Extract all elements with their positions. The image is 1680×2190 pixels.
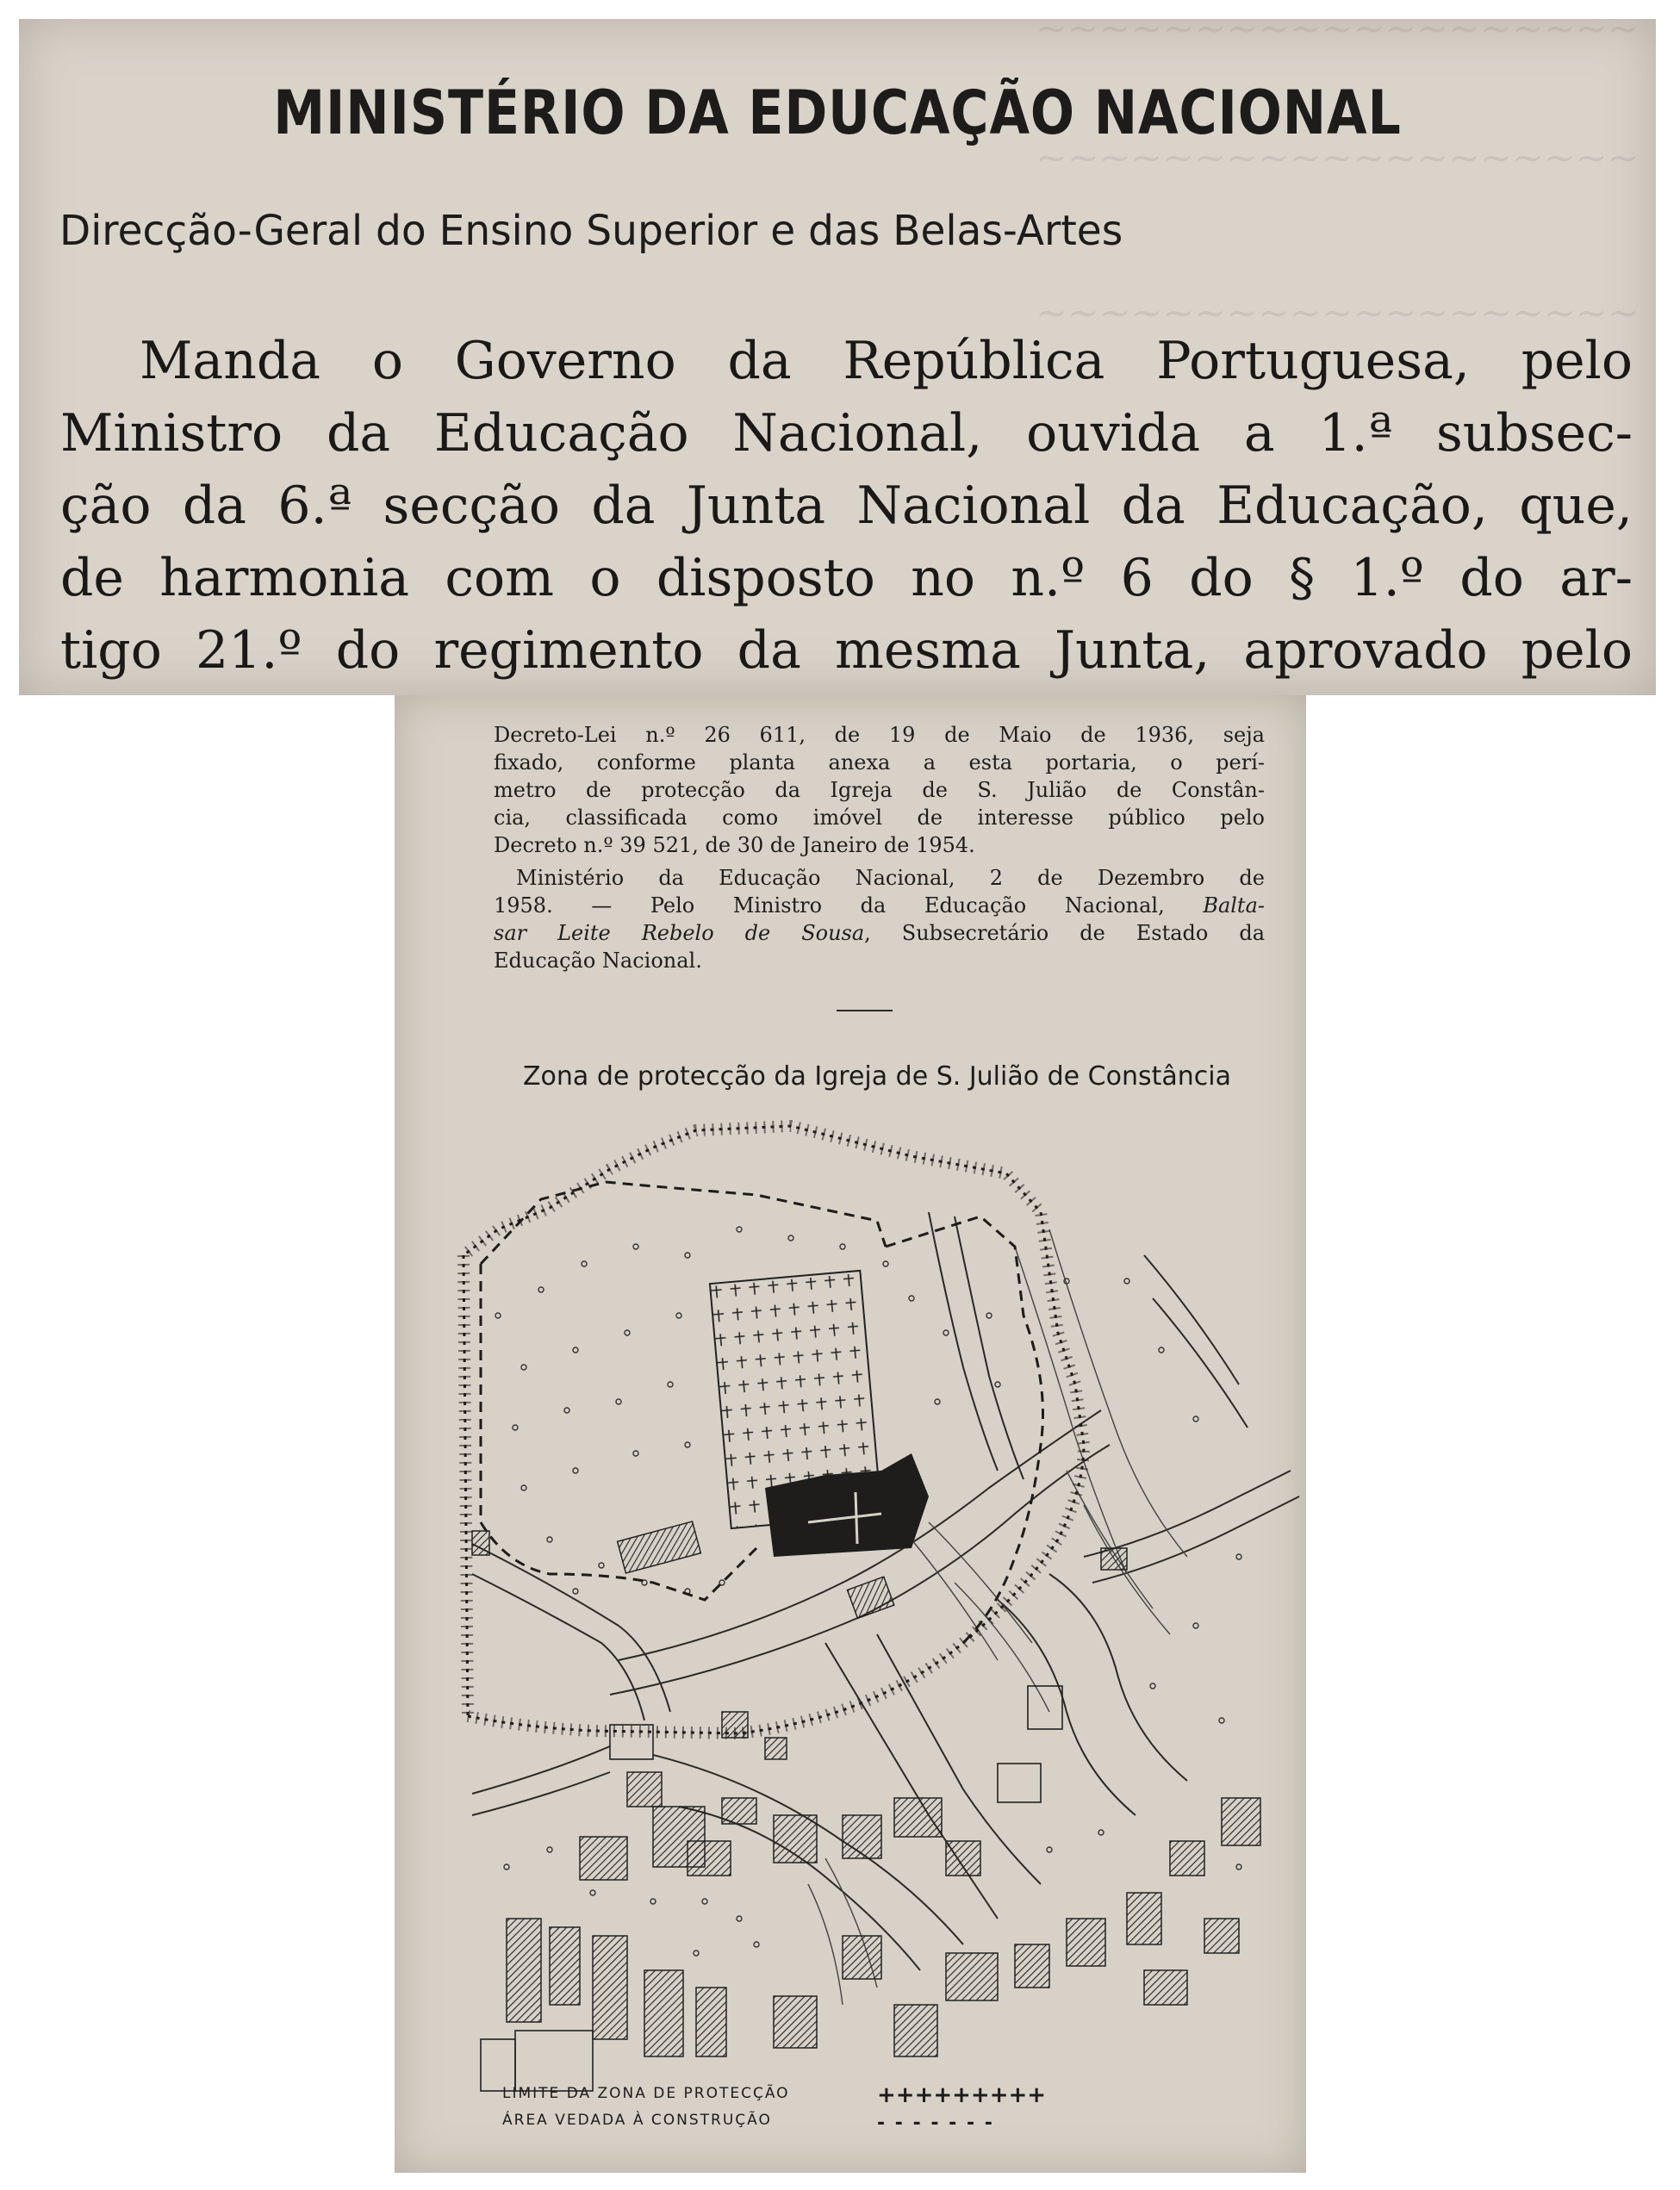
signatory-name: sar Leite Rebelo de Sousa	[494, 921, 865, 945]
show-through-text: ~~~~~~~~~~~~~~~~~~~	[1036, 19, 1640, 51]
site-plan-map	[395, 695, 1306, 2173]
map-legend	[502, 2081, 790, 2134]
text-line: fixado, conforme planta anexa a esta portaria, o perí-	[494, 750, 1265, 775]
gazette-map-panel	[395, 695, 1306, 2173]
hatched-buildings	[472, 1521, 1260, 2056]
show-through-text: ~~~~~~~~~~~~~~~~~~~	[1036, 291, 1640, 335]
text-line: Decreto n.º 39 521, de 30 de Janeiro de 1954.	[494, 833, 975, 857]
show-through-text: ~~~~~~~~~~~~~~~~~~~	[1036, 136, 1640, 180]
signatory-name: Balta-	[1203, 893, 1265, 918]
text-line: Manda o Governo da República Portuguesa, pelo	[140, 331, 1633, 391]
map-title: Zona de protecção da Igreja de S. Julião de Constância	[523, 1061, 1231, 1092]
ministry-heading: MINISTÉRIO DA EDUCAÇÃO NACIONAL	[273, 78, 1402, 148]
text-line: metro de protecção da Igreja de S. Julião de Constân-	[494, 778, 1265, 802]
text-line: ção da 6.ª secção da Junta Nacional da Educação, que,	[60, 476, 1633, 536]
text-line: Decreto-Lei n.º 26 611, de 19 de Maio de 1936, seja	[494, 723, 1265, 747]
text-line: cia, classificada como imóvel de interesse público pelo	[494, 806, 1265, 830]
legend-item-protection-limit: LIMITE DA ZONA DE PROTECÇÃO	[502, 2085, 790, 2102]
text-segment: 1958. — Pelo Ministro da Educação Nacional,	[494, 893, 1204, 918]
legend-item-no-construction: ÁREA VEDADA À CONSTRUÇÃO	[502, 2112, 772, 2129]
text-line: de harmonia com o disposto no n.º 6 do § 1.º do ar-	[60, 548, 1633, 608]
legend-symbol-protection: +++++++++	[877, 2082, 1047, 2108]
text-line: Ministério da Educação Nacional, 2 de Dezembro de	[516, 866, 1265, 890]
gazette-header-panel	[19, 19, 1656, 695]
direction-subheading: Direcção-Geral do Ensino Superior e das Belas-Artes	[59, 207, 1123, 255]
text-line: Ministro da Educação Nacional, ouvida a 1.ª subsec-	[60, 403, 1633, 464]
portaria-intro-text	[60, 325, 1633, 687]
text-line: Educação Nacional.	[494, 949, 702, 973]
text-segment: , Subsecretário de Estado da	[864, 921, 1265, 945]
legend-symbol-no-construction: - - - - - - -	[877, 2112, 994, 2134]
text-line: tigo 21.º do regimento da mesma Junta, aprovado pelo	[60, 620, 1633, 681]
